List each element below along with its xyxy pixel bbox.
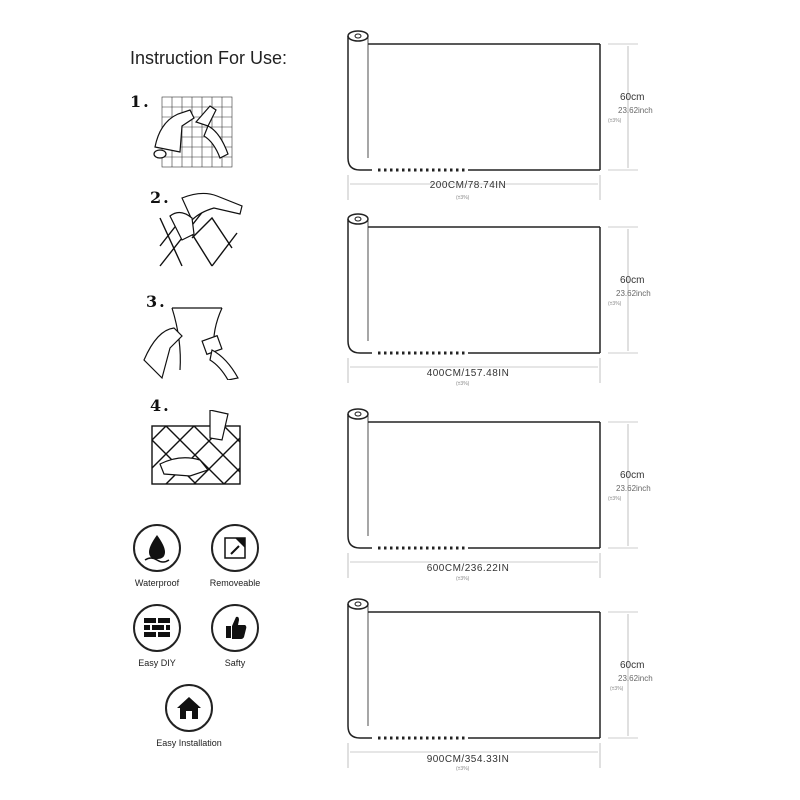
- roll-height-tolerance: (±3%): [608, 496, 622, 502]
- feature-label: Safty: [224, 658, 246, 668]
- feature-easy-diy: [112, 604, 202, 668]
- roll-diagram-3: [338, 408, 668, 582]
- step-4-number: 4.: [150, 396, 171, 415]
- roll-diagram-4: [338, 598, 668, 772]
- roll-length-label: 200CM/78.74IN: [429, 180, 507, 191]
- roll-height-tolerance: (±3%): [608, 118, 622, 124]
- wallpaper-roll-drawing: [338, 30, 668, 200]
- wallpaper-roll-drawing: [338, 598, 668, 768]
- water-drop-icon: [133, 524, 181, 572]
- roll-height-cm: 60cm: [620, 92, 645, 103]
- step-1-number: 1.: [130, 92, 151, 111]
- feature-label: Easy DIY: [138, 658, 176, 668]
- feature-label: Removeable: [209, 578, 261, 588]
- roll-height-tolerance: (±3%): [610, 686, 624, 692]
- step-2-number: 2.: [150, 188, 171, 207]
- brick-wall-icon: [133, 604, 181, 652]
- roll-height-tolerance: (±3%): [608, 301, 622, 307]
- roll-height-cm: 60cm: [620, 275, 645, 286]
- roll-height-inch: 23.62inch: [616, 289, 651, 298]
- roll-length-label: 900CM/354.33IN: [426, 754, 510, 765]
- step-1-illustration: [150, 92, 240, 172]
- feature-safty: [190, 604, 280, 668]
- feature-label: Easy Installation: [156, 738, 222, 748]
- roll-length-label: 600CM/236.22IN: [426, 563, 510, 574]
- house-icon: [165, 684, 213, 732]
- roll-length-label: 400CM/157.48IN: [426, 368, 510, 379]
- roll-diagram-2: [338, 213, 668, 387]
- feature-removeable: [190, 524, 280, 588]
- thumbs-up-icon: [211, 604, 259, 652]
- step-3-illustration: [142, 300, 242, 380]
- roll-length-tolerance: (±3%): [456, 195, 470, 201]
- roll-height-inch: 23.62inch: [618, 674, 653, 683]
- feature-waterproof: [112, 524, 202, 588]
- step-4-illustration: [150, 410, 245, 485]
- step-3-number: 3.: [146, 292, 167, 311]
- roll-diagram-1: [338, 30, 668, 200]
- wallpaper-roll-drawing: [338, 408, 668, 578]
- roll-length-tolerance: (±3%): [456, 381, 470, 387]
- feature-label: Waterproof: [134, 578, 180, 588]
- peel-icon: [211, 524, 259, 572]
- roll-height-cm: 60cm: [620, 660, 645, 671]
- roll-height-inch: 23.62inch: [616, 484, 651, 493]
- feature-easy-installation: [144, 684, 234, 748]
- roll-length-tolerance: (±3%): [456, 766, 470, 772]
- wallpaper-roll-drawing: [338, 213, 668, 383]
- step-2-illustration: [152, 188, 247, 268]
- instruction-title: Instruction For Use:: [130, 48, 288, 68]
- roll-height-inch: 23.62inch: [618, 106, 653, 115]
- roll-length-tolerance: (±3%): [456, 576, 470, 582]
- roll-height-cm: 60cm: [620, 470, 645, 481]
